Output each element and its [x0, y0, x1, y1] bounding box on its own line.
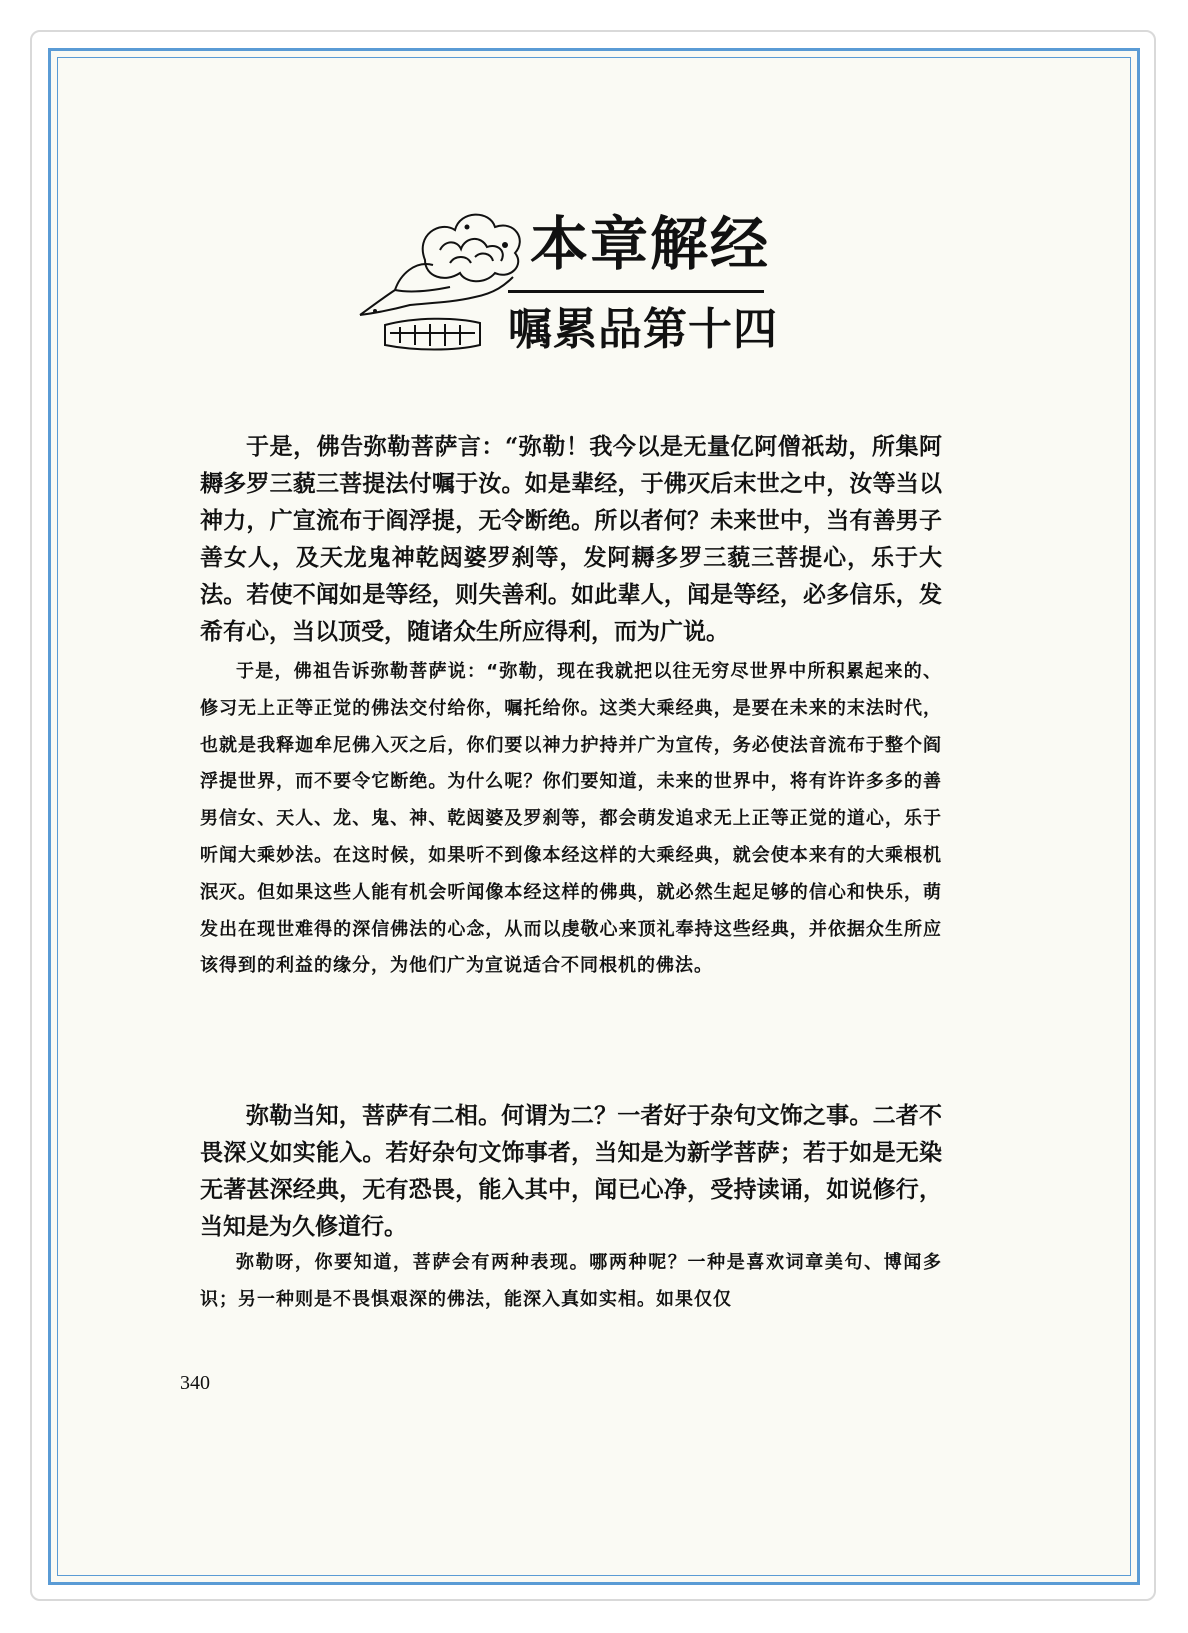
sutra-paragraph: 于是，佛告弥勒菩萨言：“弥勒！我今以是无量亿阿僧祇劫，所集阿耨多罗三藐三菩提法付嘱于汝。如是辈经，于佛灭后末世之中，汝等当以神力，广宣流布于阎浮提，无令断绝。所以者何？未来世中，当有善男子善女人，及天龙鬼神乾闼婆罗刹等，发阿耨多罗三藐三菩提心，乐于大法。若使不闻如是等经，则失善利。如此辈人，闻是等经，必多信乐，发希有心，当以顶受，随诸众生所应得利，而为广说。: [200, 433, 942, 645]
translation-paragraph: 于是，佛祖告诉弥勒菩萨说：“弥勒，现在我就把以往无穷尽世界中所积累起来的、修习无上正等正觉的佛法交付给你，嘱托给你。这类大乘经典，是要在未来的末法时代，也就是我释迦牟尼佛入灭之后，你们要以神力护持并广为宣传，务必使法音流布于整个阎浮提世界，而不要令它断绝。为什么呢？你们要知道，未来的世界中，将有许许多多的善男信女、天人、龙、鬼、神、乾闼婆及罗刹等，都会萌发追求无上正等正觉的道心，乐于听闻大乘妙法。在这时候，如果听不到像本经这样的大乘经典，就会使本来有的大乘根机泯灭。但如果这些人能有机会听闻像本经这样的佛典，就必然生起足够的信心和快乐，萌发出在现世难得的深信佛法的心念，从而以虔敬心来顶礼奉持这些经典，并依据众生所应该得到的利益的缘分，为他们广为宣说适合不同根机的佛法。: [200, 661, 942, 977]
page-number: 340: [180, 1372, 210, 1394]
chapter-heading: 本章解经: [530, 210, 771, 278]
chapter-subtitle: 嘱累品第十四: [508, 304, 778, 355]
sutra-paragraph: 弥勒当知，菩萨有二相。何谓为二？一者好于杂句文饰之事。二者不畏深义如实能入。若好杂句文饰事者，当知是为新学菩萨；若于如是无染无著甚深经典，无有恐畏，能入其中，闻已心净，受持读诵，如说修行，当知是为久修道行。: [200, 1102, 942, 1240]
translation-paragraph: 弥勒呀，你要知道，菩萨会有两种表现。哪两种呢？一种是喜欢词章美句、博闻多识；另一种则是不畏惧艰深的佛法，能深入真如实相。如果仅仅: [200, 1252, 942, 1310]
heading-divider: [508, 290, 764, 293]
cloud-hand-ornament-icon: [355, 205, 525, 355]
